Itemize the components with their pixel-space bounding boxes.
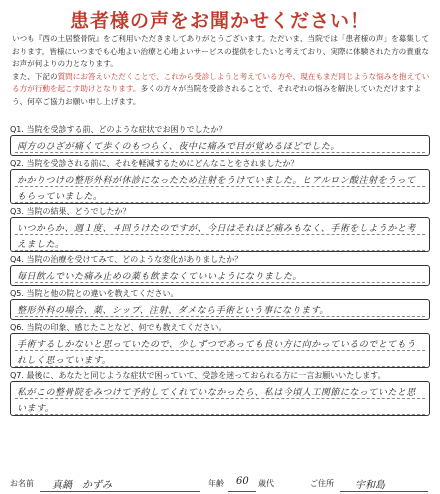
name-underline xyxy=(40,491,200,492)
answer-box xyxy=(10,135,430,156)
intro-2b: 質問にお答えいただくことで、これから受診しようと考えている方や、現在もまだ同じような悩みを抱えている方が行動を起こす助けとなります。 xyxy=(12,71,430,94)
age-label: 年齢 xyxy=(208,479,224,488)
question-label: Q6. 当院の印象、感じたことなど、何でも教えてください。 xyxy=(10,323,227,332)
address-value: 宇和島 xyxy=(355,480,385,491)
handwritten-answer: 整形外科の場合、薬、シップ、注射、ダメなら手術という事になります。 xyxy=(17,306,329,316)
question-block xyxy=(10,288,430,320)
question-block xyxy=(10,158,430,204)
question-block xyxy=(10,206,430,252)
address-underline xyxy=(340,491,428,492)
address-label: ご住所 xyxy=(310,479,334,488)
answer-box xyxy=(10,217,430,252)
handwritten-answer: 毎日飲んでいた痛み止めの薬も飲まなくていいようになりました。 xyxy=(17,272,303,282)
handwritten-answer: 手術するしかないと思っていたので、少しずつであっても良い方に向かっているのでとてもうれしく思っています。 xyxy=(17,340,416,366)
question-label: Q5. 当院と他の院との違いを教えてください。 xyxy=(10,289,179,298)
name-label: お名前 xyxy=(10,479,34,488)
handwritten-answer: かかりつけの整形外科が休診になったため注射をうけていました。ヒアルロン酸注射をうってもらっていました。 xyxy=(17,176,416,202)
question-label: Q1. 当院を受診する前、どのような症状でお困りでしたか？ xyxy=(10,125,227,134)
handwritten-answer: いつからか、週１度、４回うけたのですが、今日はそれほど痛みもなく、手術をしようかと考えました。 xyxy=(17,224,416,250)
handwritten-answer: 両方のひざが痛くて歩くのもつらく、夜中に痛みで目が覚めるほどでした。 xyxy=(17,142,340,152)
intro-2a: また、下記の xyxy=(12,71,58,81)
page-title: 患者様の声をお聞かせください！ xyxy=(69,10,370,32)
age-underline xyxy=(228,491,256,492)
intro-1b: 患者様の声 xyxy=(345,34,384,43)
question-label: Q2. 当院を受診される前に、それを軽減するためにどんなことをされましたか？ xyxy=(10,159,299,168)
answer-box xyxy=(10,265,430,286)
intro-1c: 」を募集しております。皆様にいつまでも心地よい治療と心地よいサービスの提供をしたいと考えており、実際に体験された方の貴重なお声が何よりの力となります。 xyxy=(12,34,430,69)
intro-paragraph-2 xyxy=(12,71,430,109)
answer-box xyxy=(10,381,430,416)
question-label: Q3. 当院の結果、どうでしたか？ xyxy=(10,207,131,216)
age-unit: 歳代 xyxy=(258,479,274,488)
answer-box xyxy=(10,169,430,204)
intro-paragraph-1 xyxy=(12,33,430,71)
age-value: 60 xyxy=(236,476,249,487)
handwritten-answer: 私がこの整骨院をみつけて予約してくれていなかったら、私は今頃人工関節になっていたと思います。 xyxy=(17,388,416,414)
questions-list xyxy=(10,124,430,418)
intro-1a: いつも『西の土居整骨院』をご利用いただきましてありがとうございます。ただいま、当院では「 xyxy=(12,34,346,43)
question-block xyxy=(10,254,430,286)
answer-box xyxy=(10,333,430,368)
intro-2c: 多くの方々が当院を受診されることで、それぞれの悩みを解決していただけますよう、何卒ご協力お願い申し上げます。 xyxy=(12,84,422,106)
question-block xyxy=(10,322,430,368)
question-block xyxy=(10,370,430,416)
name-value: 真鍋 かずみ xyxy=(52,480,112,491)
intro-text xyxy=(12,33,430,109)
respondent-info xyxy=(10,478,430,492)
question-label: Q4. 当院の治療を受けてみて、どのような変化がありましたか？ xyxy=(10,255,243,264)
answer-box xyxy=(10,299,430,320)
question-block xyxy=(10,124,430,156)
question-label: Q7. 最後に、あなたと同じような症状で困っていて、受診を迷っておられる方に一言お願いいたします。 xyxy=(10,371,386,380)
